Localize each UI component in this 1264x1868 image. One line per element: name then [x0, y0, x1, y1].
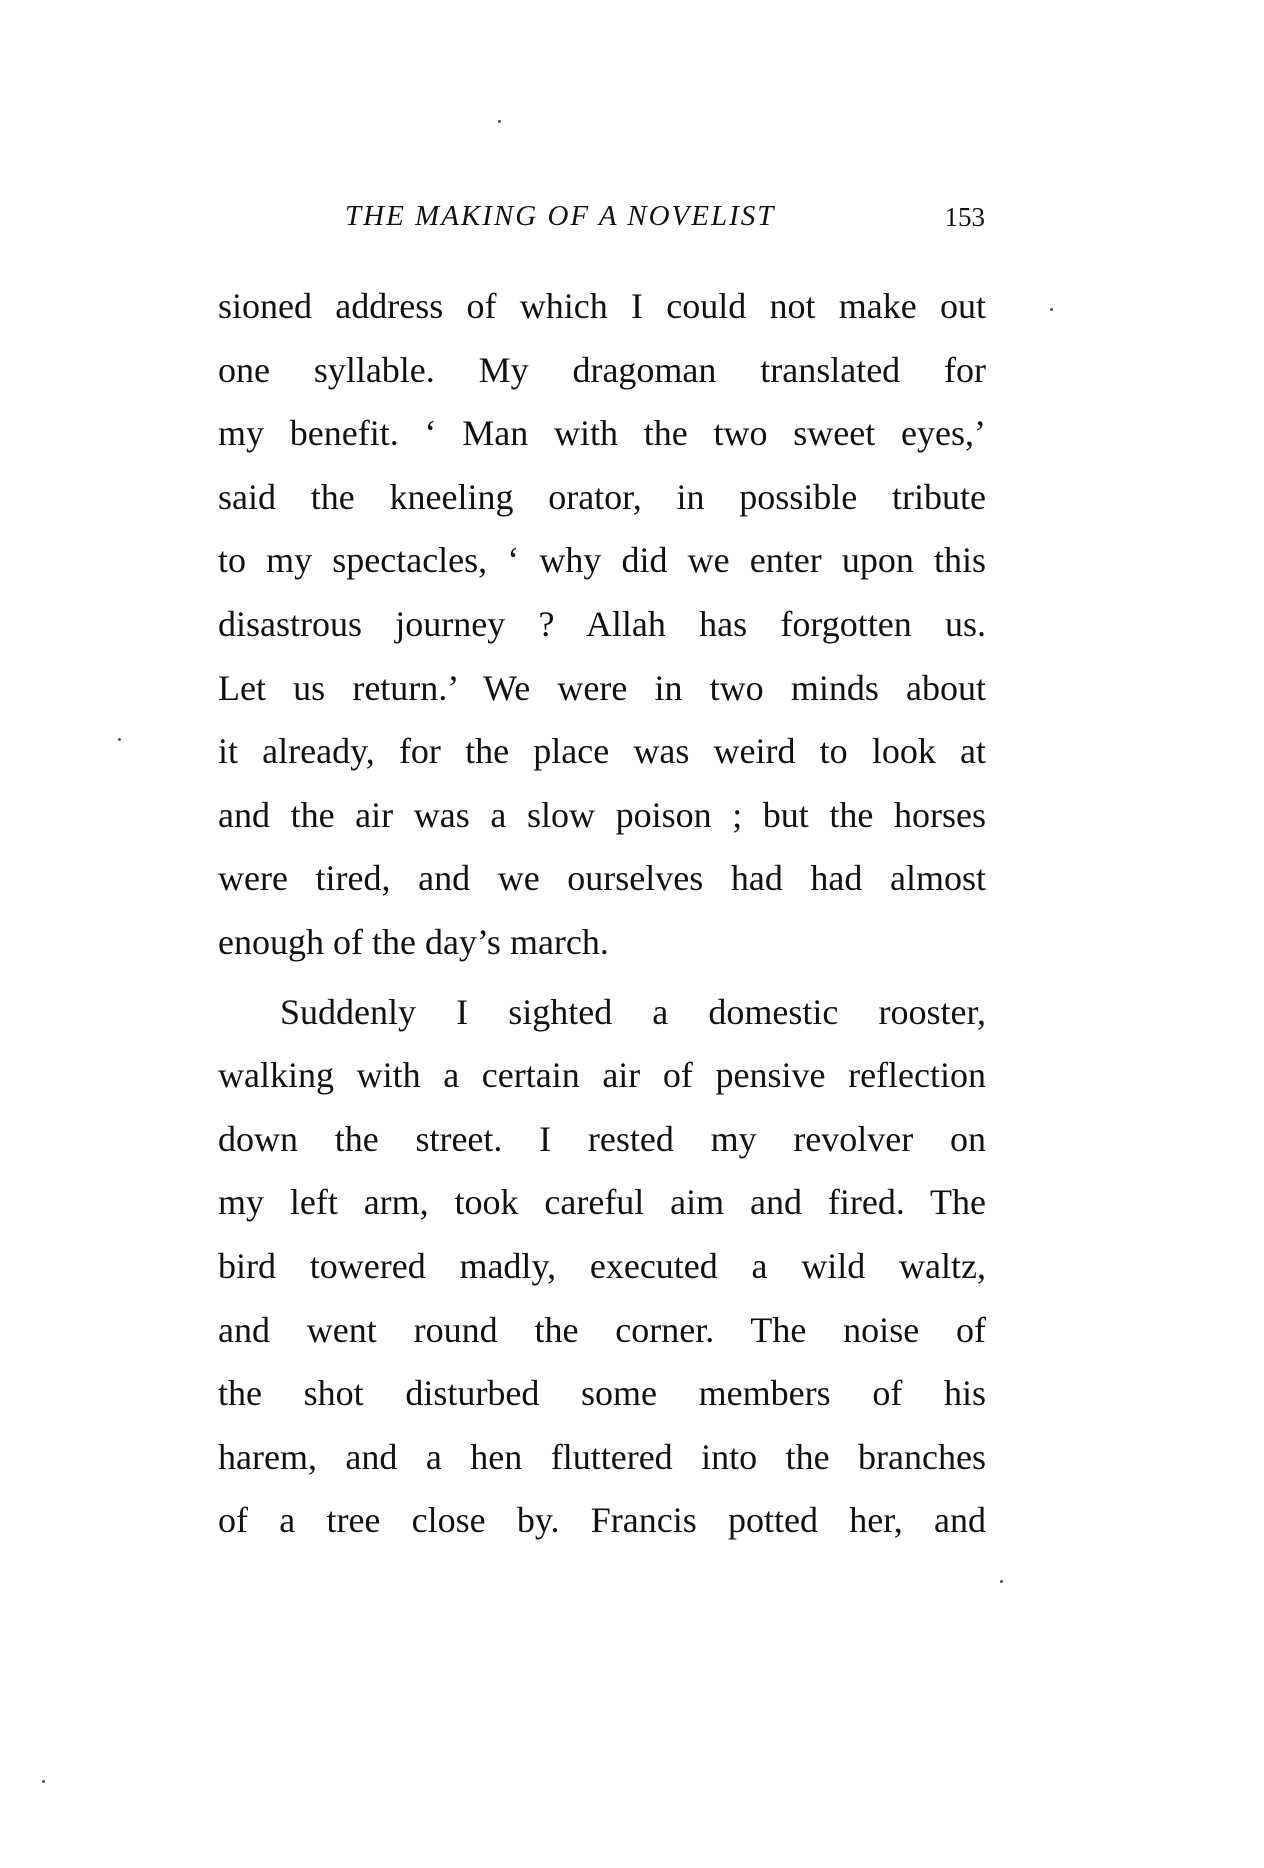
- paragraph: [218, 275, 986, 975]
- text-line: enough of the day’s march.: [218, 921, 609, 962]
- text-line: were tired, and we ourselves had had almost: [218, 858, 986, 899]
- text-line: disastrous journey ? Allah has forgotten us.: [218, 603, 986, 644]
- print-speck: [42, 1780, 45, 1783]
- text-line: it already, for the place was weird to look at: [218, 731, 986, 772]
- running-head: [345, 200, 985, 240]
- running-title: THE MAKING OF A NOVELIST: [345, 200, 776, 232]
- text-line: of a tree close by. Francis potted her, and: [218, 1500, 986, 1541]
- text-line: harem, and a hen fluttered into the branches: [218, 1436, 986, 1477]
- print-speck: [1050, 308, 1053, 311]
- text-line: and the air was a slow poison ; but the horses: [218, 794, 986, 835]
- text-line: to my spectacles, ‘ why did we enter upon this: [218, 540, 986, 581]
- text-line: Let us return.’ We were in two minds about: [218, 667, 986, 708]
- text-line: Suddenly I sighted a domestic rooster,: [280, 991, 986, 1032]
- page-number: 153: [944, 202, 985, 232]
- text-line: walking with a certain air of pensive reflection: [218, 1055, 986, 1096]
- text-line: bird towered madly, executed a wild waltz,: [218, 1245, 986, 1286]
- text-line: my benefit. ‘ Man with the two sweet eyes,’: [218, 413, 986, 454]
- text-line: one syllable. My dragoman translated for: [218, 349, 986, 390]
- print-speck: [498, 120, 501, 123]
- text-line: down the street. I rested my revolver on: [218, 1118, 986, 1159]
- text-line: said the kneeling orator, in possible tribute: [218, 476, 986, 517]
- paragraph: [218, 981, 986, 1553]
- text-line: my left arm, took careful aim and fired. The: [218, 1182, 986, 1223]
- text-line: the shot disturbed some members of his: [218, 1373, 986, 1414]
- text-line: and went round the corner. The noise of: [218, 1309, 986, 1350]
- body-text: [218, 275, 986, 1553]
- print-speck: [118, 738, 121, 741]
- text-line: sioned address of which I could not make out: [218, 286, 986, 326]
- print-speck: [1000, 1580, 1003, 1583]
